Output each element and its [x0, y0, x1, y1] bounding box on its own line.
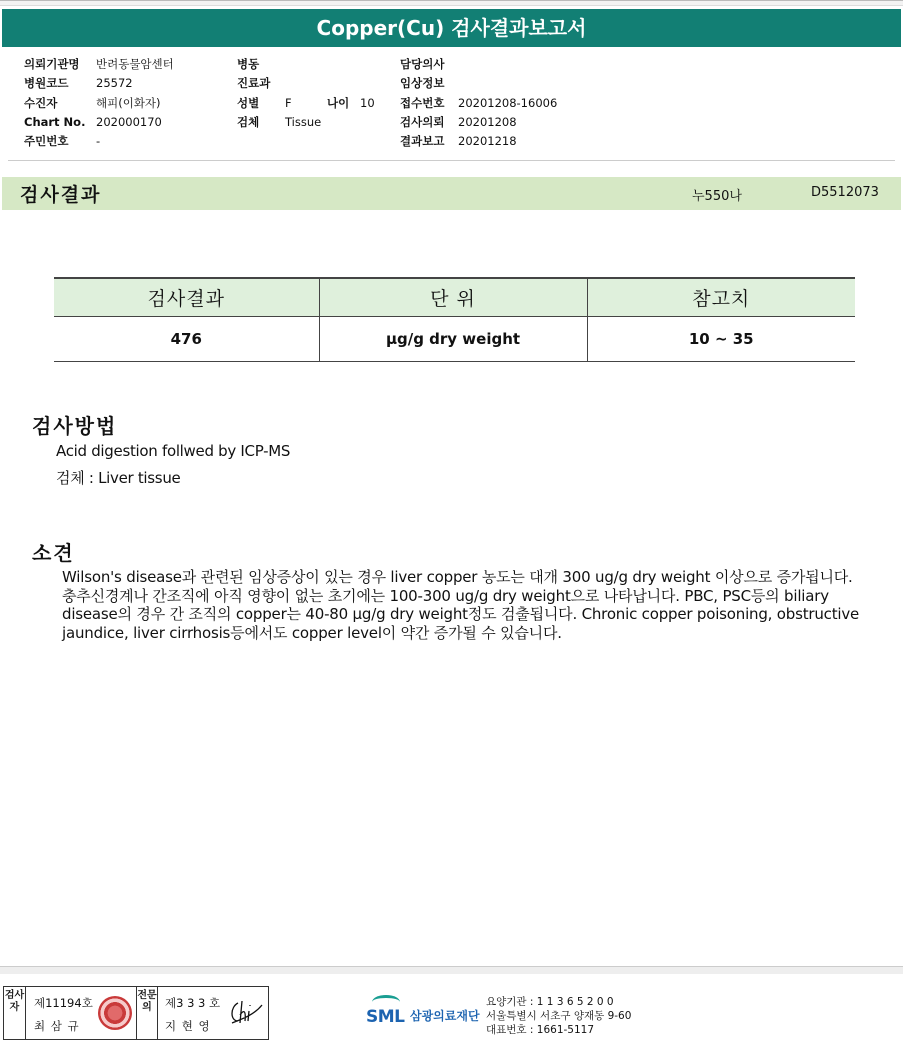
age-value: 10	[360, 95, 375, 110]
header-unit: 단 위	[319, 278, 587, 316]
section-code-2: D5512073	[811, 185, 879, 200]
info-column-1	[24, 55, 174, 151]
info-row-specimen	[237, 113, 375, 132]
info-row-hospital-code	[24, 74, 174, 93]
info-column-3	[400, 55, 557, 151]
info-divider	[8, 160, 895, 161]
top-rule	[0, 0, 903, 6]
sml-logo	[366, 993, 410, 1033]
test-request-value: 20201208	[458, 114, 517, 129]
institution-value: 반려동물암센터	[96, 57, 174, 71]
reference-value: 10 ~ 35	[587, 316, 855, 361]
info-row-department	[237, 74, 375, 93]
seal-stamp-icon	[98, 996, 132, 1030]
result-section-bar	[2, 177, 901, 210]
receipt-no-value: 20201208-16006	[458, 95, 558, 110]
chart-no-label: Chart No.	[24, 114, 86, 129]
foundation-name: 삼광의료재단	[410, 1009, 480, 1023]
info-row-sex-age	[237, 94, 375, 113]
info-row-result-report	[400, 132, 557, 151]
info-row-patient	[24, 94, 174, 113]
method-heading: 검사방법	[32, 414, 118, 438]
clinical-info-label: 임상정보	[400, 76, 445, 91]
info-row-ward	[237, 55, 375, 74]
receipt-no-label: 접수번호	[400, 95, 445, 110]
address-line: 서울특별시 서초구 양재동 9-60	[486, 1010, 632, 1022]
patient-value: 해피(이화자)	[96, 95, 161, 110]
footer-rule	[0, 966, 903, 974]
info-row-chart-no	[24, 113, 174, 132]
doctor-label: 담당의사	[400, 57, 445, 71]
specialist-license-no: 제3 3 3 호	[165, 996, 221, 1010]
age-label: 나이	[327, 95, 350, 110]
result-report-label: 결과보고	[400, 134, 445, 149]
examiner-license-no: 제11194호	[34, 996, 93, 1010]
department-label: 진료과	[237, 76, 271, 91]
report-title: Copper(Cu) 검사결과보고서	[2, 9, 901, 47]
info-row-doctor	[400, 55, 557, 74]
signature-box	[3, 986, 269, 1040]
info-row-clinical-info	[400, 74, 557, 93]
unit-value: µg/g dry weight	[319, 316, 587, 361]
hospital-code-value: 25572	[96, 76, 133, 91]
examiner-name: 최 삼 규	[34, 1019, 80, 1033]
resident-no-value: -	[96, 134, 101, 149]
hospital-code-label: 병원코드	[24, 76, 69, 91]
info-row-receipt-no	[400, 94, 557, 113]
footer-address	[486, 995, 631, 1037]
examiner-side-label: 검사자	[4, 987, 26, 1039]
specimen-label: 검체	[237, 114, 260, 129]
info-column-2	[237, 55, 375, 132]
info-row-test-request	[400, 113, 557, 132]
institution-label: 의뢰기관명	[24, 57, 80, 71]
specialist-name: 지 현 영	[165, 1019, 211, 1033]
result-table	[54, 277, 855, 362]
institution-code-line: 요양기관 : 1 1 3 6 5 2 0 0	[486, 996, 614, 1008]
section-code-1: 누550나	[692, 189, 742, 204]
section-title: 검사결과	[20, 184, 102, 206]
header-result: 검사결과	[54, 278, 319, 316]
header-reference: 참고치	[587, 278, 855, 316]
result-table-row	[54, 316, 855, 361]
result-value: 476	[54, 316, 319, 361]
method-line-2: 검체 : Liver tissue	[56, 469, 181, 487]
opinion-heading: 소견	[32, 541, 75, 565]
resident-no-label: 주민번호	[24, 134, 69, 149]
test-request-label: 검사의뢰	[400, 114, 445, 129]
opinion-text: Wilson's disease과 관련된 임상증상이 있는 경우 liver copper 농도는 대개 300 ug/g dry weight 이상으로 증가됩니다. 충추신경계나 간조직에 아직 영향이 없는 초기에는 100-300 ug/g dry weight으로 나타납니다. PBC, PSC등의 biliary disease의 경우 간 조직의 copper는 40-80 µg/g dry weight정도 검출됩니다. Chronic copper poisoning, obstructive jaundice, liver cirrhosis등에서도 copper level이 약간 증가될 수 있습니다.	[62, 568, 860, 642]
info-row-resident-no	[24, 132, 174, 151]
result-report-value: 20201218	[458, 134, 517, 149]
sex-value: F	[285, 95, 292, 110]
info-row-institution	[24, 55, 174, 74]
specialist-side-label: 전문의	[136, 987, 158, 1039]
logo-text: SML	[366, 1007, 405, 1027]
handwritten-signature-icon	[228, 997, 264, 1027]
chart-no-value: 202000170	[96, 114, 162, 129]
result-table-header-row	[54, 278, 855, 316]
phone-line: 대표번호 : 1661-5117	[486, 1024, 595, 1036]
ward-label: 병동	[237, 57, 260, 71]
specimen-value: Tissue	[285, 114, 322, 129]
method-line-1: Acid digestion follwed by ICP-MS	[56, 442, 291, 460]
sex-label: 성별	[237, 95, 260, 110]
patient-label: 수진자	[24, 95, 58, 110]
